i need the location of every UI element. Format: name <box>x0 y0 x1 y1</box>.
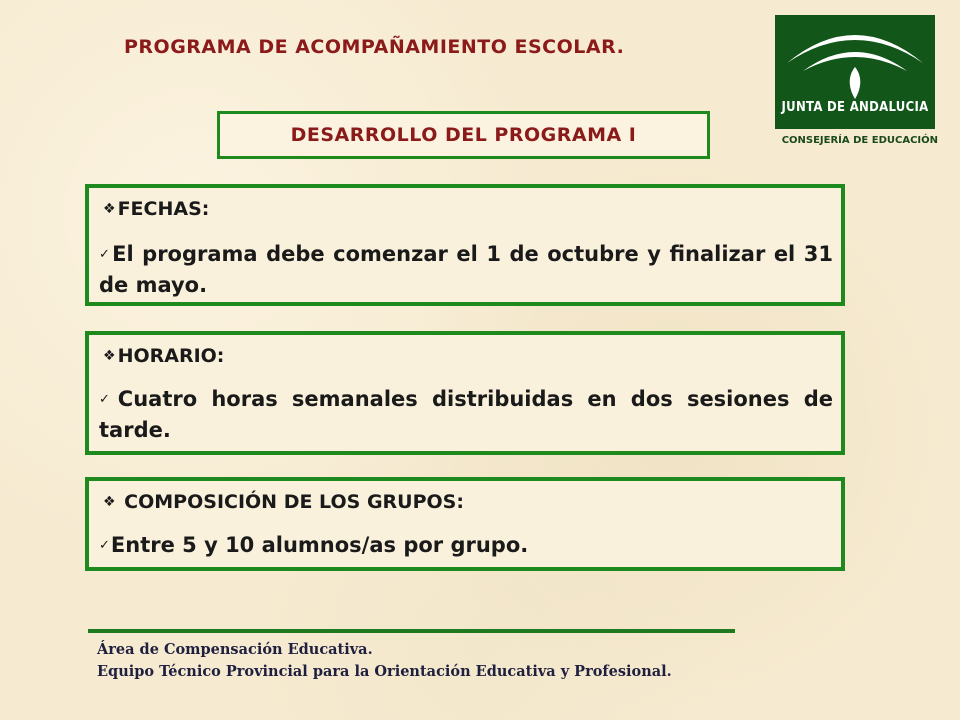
footer-divider <box>88 629 735 633</box>
section-horario <box>85 331 845 455</box>
section-body-text: Cuatro horas semanales distribuidas en dos sesiones de tarde. <box>99 387 833 442</box>
section-heading <box>103 198 209 220</box>
section-heading <box>103 345 224 367</box>
section-body <box>99 384 833 445</box>
section-heading <box>103 491 464 513</box>
logo-arcs-icon <box>775 15 935 105</box>
footer <box>97 639 672 683</box>
checkmark-icon: ✓ <box>99 538 110 553</box>
diamond-bullet-icon: ❖ <box>103 201 116 217</box>
logo-text: JUNTA DE ANDALUCIA <box>781 100 929 115</box>
section-heading-label: FECHAS: <box>117 198 210 220</box>
section-body <box>99 530 833 561</box>
diamond-bullet-icon: ❖ <box>103 494 116 510</box>
checkmark-icon: ✓ <box>99 247 112 262</box>
section-body-text: Entre 5 y 10 alumnos/as por grupo. <box>110 533 529 557</box>
diamond-bullet-icon: ❖ <box>103 348 116 364</box>
section-title: DESARROLLO DEL PROGRAMA I <box>290 124 637 146</box>
section-heading-label: HORARIO: <box>117 345 225 367</box>
logo-caption: CONSEJERÍA DE EDUCACIÓN <box>781 135 938 146</box>
section-composicion <box>85 477 845 571</box>
section-fechas <box>85 184 845 306</box>
junta-logo <box>775 15 935 129</box>
checkmark-icon: ✓ <box>99 392 117 407</box>
section-heading-label: COMPOSICIÓN DE LOS GRUPOS: <box>117 491 464 513</box>
footer-line-2: Equipo Técnico Provincial para la Orientación Educativa y Profesional. <box>97 663 672 680</box>
section-body-text: El programa debe comenzar el 1 de octubre y finalizar el 31 de mayo. <box>99 242 833 297</box>
section-title-box <box>217 111 710 159</box>
page-title: PROGRAMA DE ACOMPAÑAMIENTO ESCOLAR. <box>124 36 625 58</box>
footer-line-1: Área de Compensación Educativa. <box>97 641 373 658</box>
section-body <box>99 239 833 300</box>
